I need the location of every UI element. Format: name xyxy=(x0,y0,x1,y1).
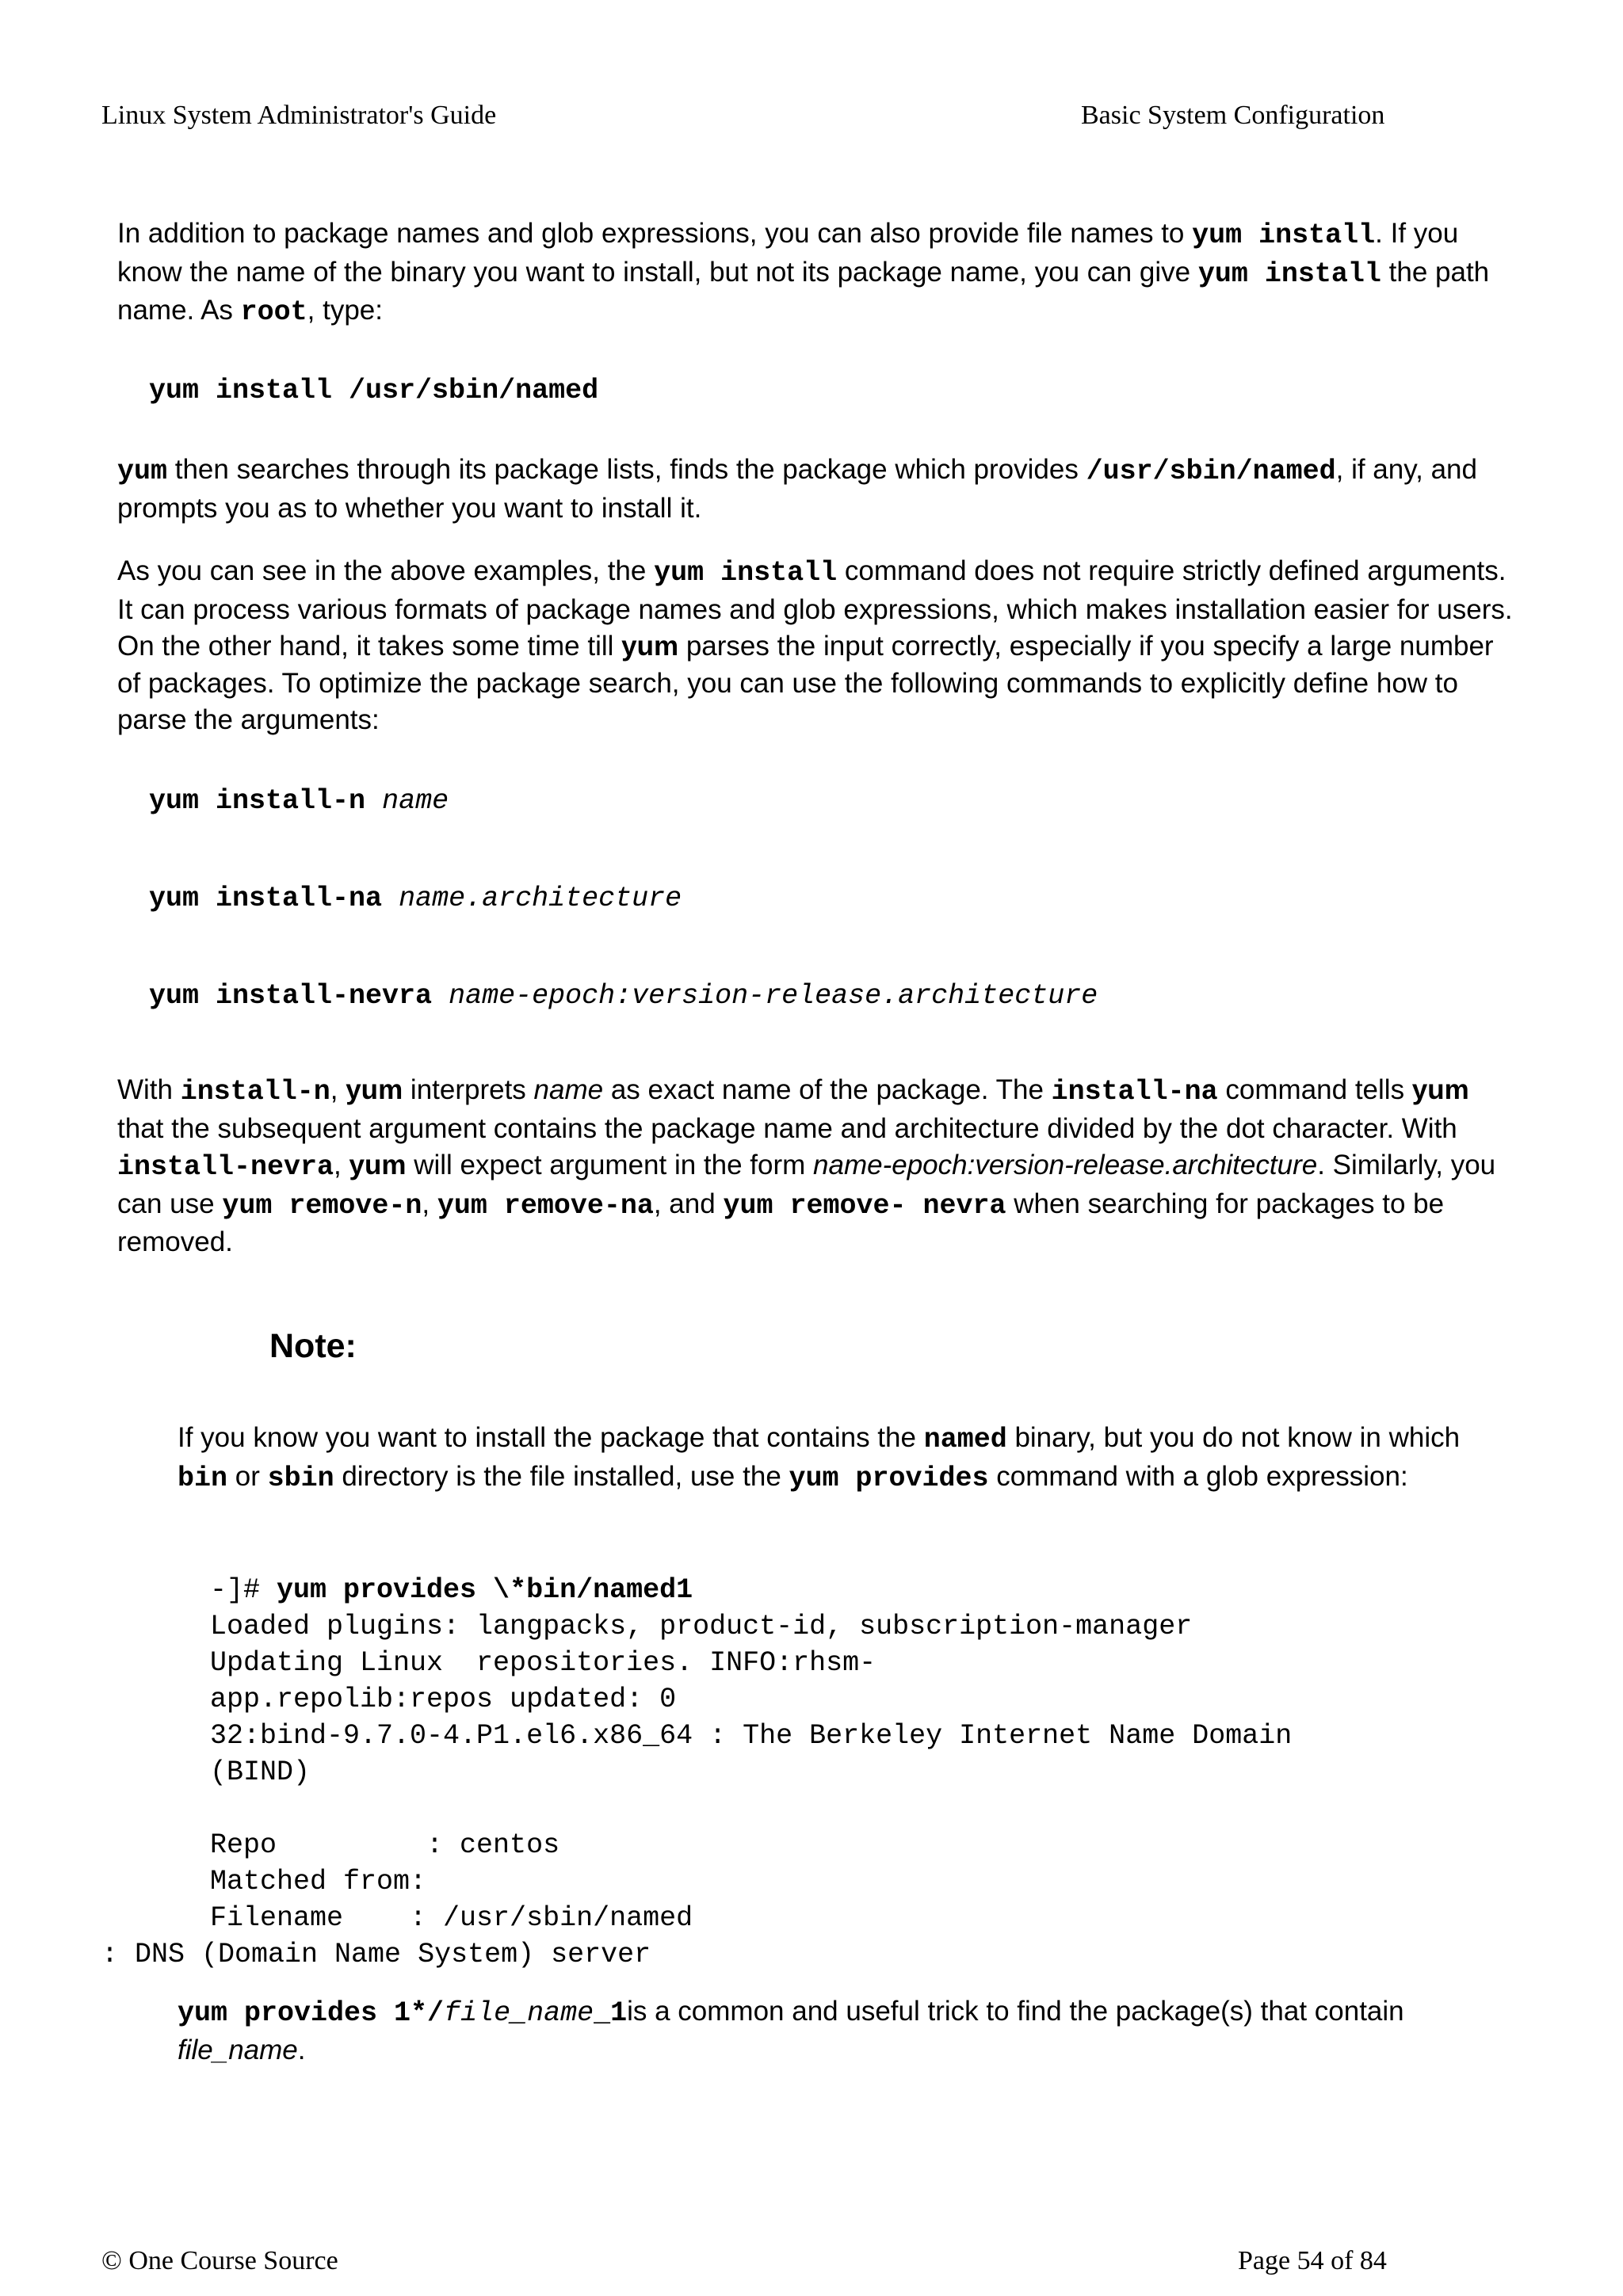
footer-copyright: © One Course Source xyxy=(101,2246,338,2275)
note-paragraph: If you know you want to install the package that contains the named binary, but you do not know in which bin or sbin directory is the file installed, use the yum provides command with a glob expression: xyxy=(178,1422,1461,1494)
note-tip-paragraph: yum provides 1*/file_name_1is a common and useful trick to find the package(s) that contain file_name. xyxy=(178,1996,1404,2065)
paragraph-arguments: As you can see in the above examples, the yum install command does not require strictly defined arguments. It can process various formats of package names and glob expressions, which makes installation easier for users. On the other hand, it takes some time till yum parses the input correctly, especially if you specify a large number of packages. To optimize the package search, you can use the following commands to explicitly define how to parse the arguments: xyxy=(117,555,1513,735)
footer-page-number: Page 54 of 84 xyxy=(1238,2246,1387,2275)
code-root: root xyxy=(240,296,307,328)
terminal-output-overflow: : DNS (Domain Name System) server xyxy=(101,1939,651,1970)
paragraph-file-names: In addition to package names and glob expressions, you can also provide file names to yum install. If you know the name of the binary you want to install, but not its package name, you can give yum install the path name. As root, type: xyxy=(117,218,1490,328)
command-install-n: yum install-n name xyxy=(149,785,449,817)
code-yum-install: yum install xyxy=(1192,219,1376,251)
code-yum-install: yum install xyxy=(1197,257,1381,290)
note-title: Note: xyxy=(269,1327,357,1365)
paragraph-searches: yum then searches through its package lists, finds the package which provides /usr/sbin/named, if any, and prompts you as to whether you want to install it. xyxy=(117,454,1477,524)
terminal-command-line: -]# yum provides \*bin/named1 xyxy=(210,1574,693,1606)
command-install-na: yum install-na name.architecture xyxy=(149,883,682,914)
paragraph-install-variants: With install-n, yum interprets name as exact name of the package. The install-na command tells yum that the subsequent argument contains the package name and architecture divided by the dot character. With install-nevra, yum will expect argument in the form name-epoch:version-release.architecture. Similarly, you can use yum remove-n, yum remove-na, and yum remove- nevra when searching for packages to be removed. xyxy=(117,1074,1496,1257)
command-install-nevra: yum install-nevra name-epoch:version-release.architecture xyxy=(149,980,1098,1012)
header-title: Linux System Administrator's Guide xyxy=(101,101,497,130)
header-section: Basic System Configuration xyxy=(1081,101,1385,130)
terminal-output: Loaded plugins: langpacks, product-id, subscription-manager Updating Linux repositories. INFO:rhsm- app.repolib:repos updated: 0 32:bind-9.7.0-4.P1.el6.x86_64 : The Berkeley Internet Name Domain (BIND) Repo : centos Matched from: Filename : /usr/sbin/named xyxy=(210,1611,1293,1934)
code-path: /usr/sbin/named xyxy=(1086,456,1336,487)
command-install-named: yum install /usr/sbin/named xyxy=(149,375,599,406)
